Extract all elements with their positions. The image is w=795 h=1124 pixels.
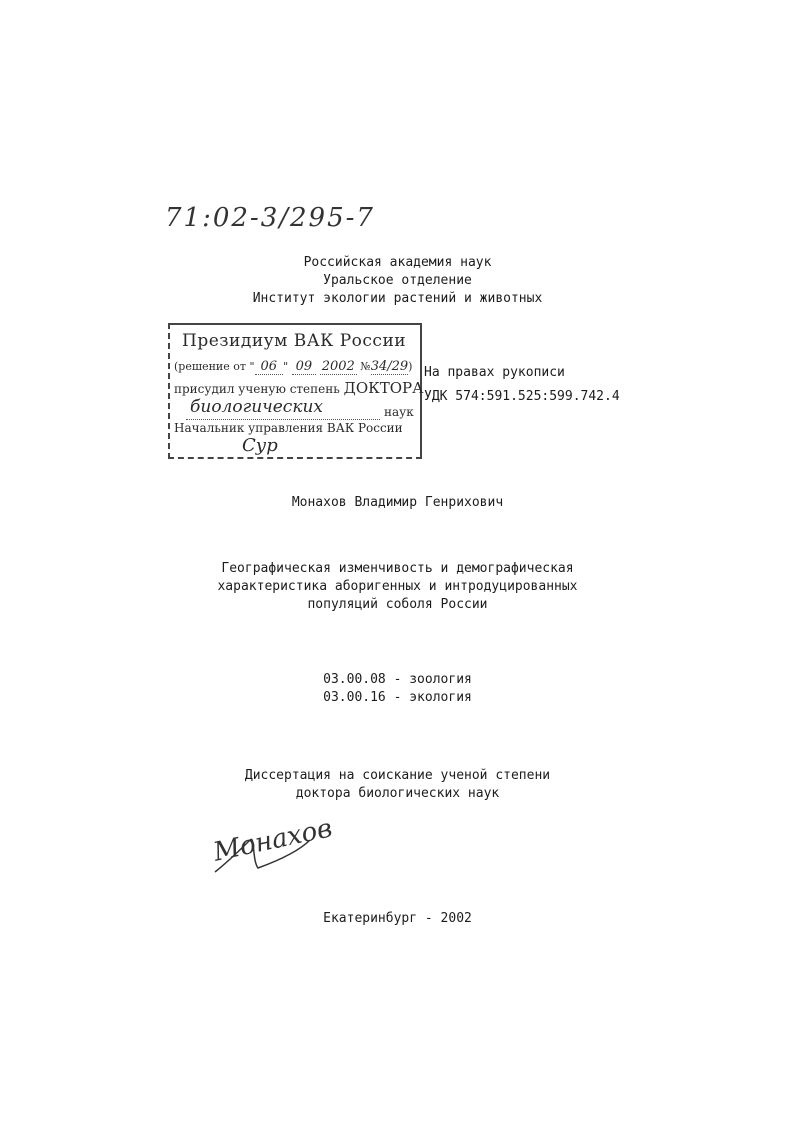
degree-statement [0, 767, 795, 803]
specialties [0, 671, 795, 707]
institution-branch: Уральское отделение [323, 273, 472, 288]
stamp-signature: Сур [242, 435, 278, 456]
stamp-year: 2002 [321, 359, 355, 374]
place-year: Екатеринбург - 2002 [323, 911, 472, 926]
institution-academy: Российская академия наук [303, 255, 492, 270]
stamp-decision-prefix: (решение от [174, 360, 246, 373]
stamp-number: 34/29 [370, 359, 409, 374]
author-signature-flourish [210, 830, 330, 880]
stamp-degree: ДОКТОРА [343, 379, 424, 397]
udc-code: УДК 574:591.525:599.742.4 [424, 389, 620, 404]
institution-block [0, 254, 795, 308]
stamp-day: 06 [255, 359, 284, 375]
specialty-ecology: 03.00.16 - экология [323, 690, 472, 705]
vak-stamp [168, 323, 422, 459]
archive-code: 71:02-3/295-7 [165, 203, 375, 233]
specialty-zoology: 03.00.08 - зоология [323, 672, 472, 687]
institution-name: Институт экологии растений и животных [252, 291, 543, 306]
stamp-field-handwritten: биологических [190, 397, 324, 417]
dissertation-title [0, 560, 795, 614]
rights-label: На правах рукописи [424, 365, 565, 380]
stamp-awarded-prefix: присудил ученую степень [174, 382, 340, 396]
stamp-month: 09 [292, 359, 317, 375]
stamp-field-underline [186, 419, 380, 420]
title-line-3: популяций соболя России [307, 597, 488, 612]
stamp-awarded-line [174, 379, 423, 397]
title-line-2: характеристика аборигенных и интродуцированных [217, 579, 578, 594]
degree-line-1: Диссертация на соискание ученой степени [244, 768, 551, 783]
stamp-decision-line: (решение от " 06 " 09 2002 №34/29) [174, 359, 413, 374]
degree-line-2: доктора биологических наук [295, 786, 500, 801]
stamp-title: Президиум ВАК России [182, 331, 407, 351]
stamp-chief: Начальник управления ВАК России [174, 421, 403, 435]
author-signature: Монахов [210, 813, 335, 868]
author-name: Монахов Владимир Генрихович [291, 495, 504, 510]
title-line-1: Географическая изменчивость и демографическая [221, 561, 574, 576]
stamp-field-suffix: наук [384, 405, 414, 419]
